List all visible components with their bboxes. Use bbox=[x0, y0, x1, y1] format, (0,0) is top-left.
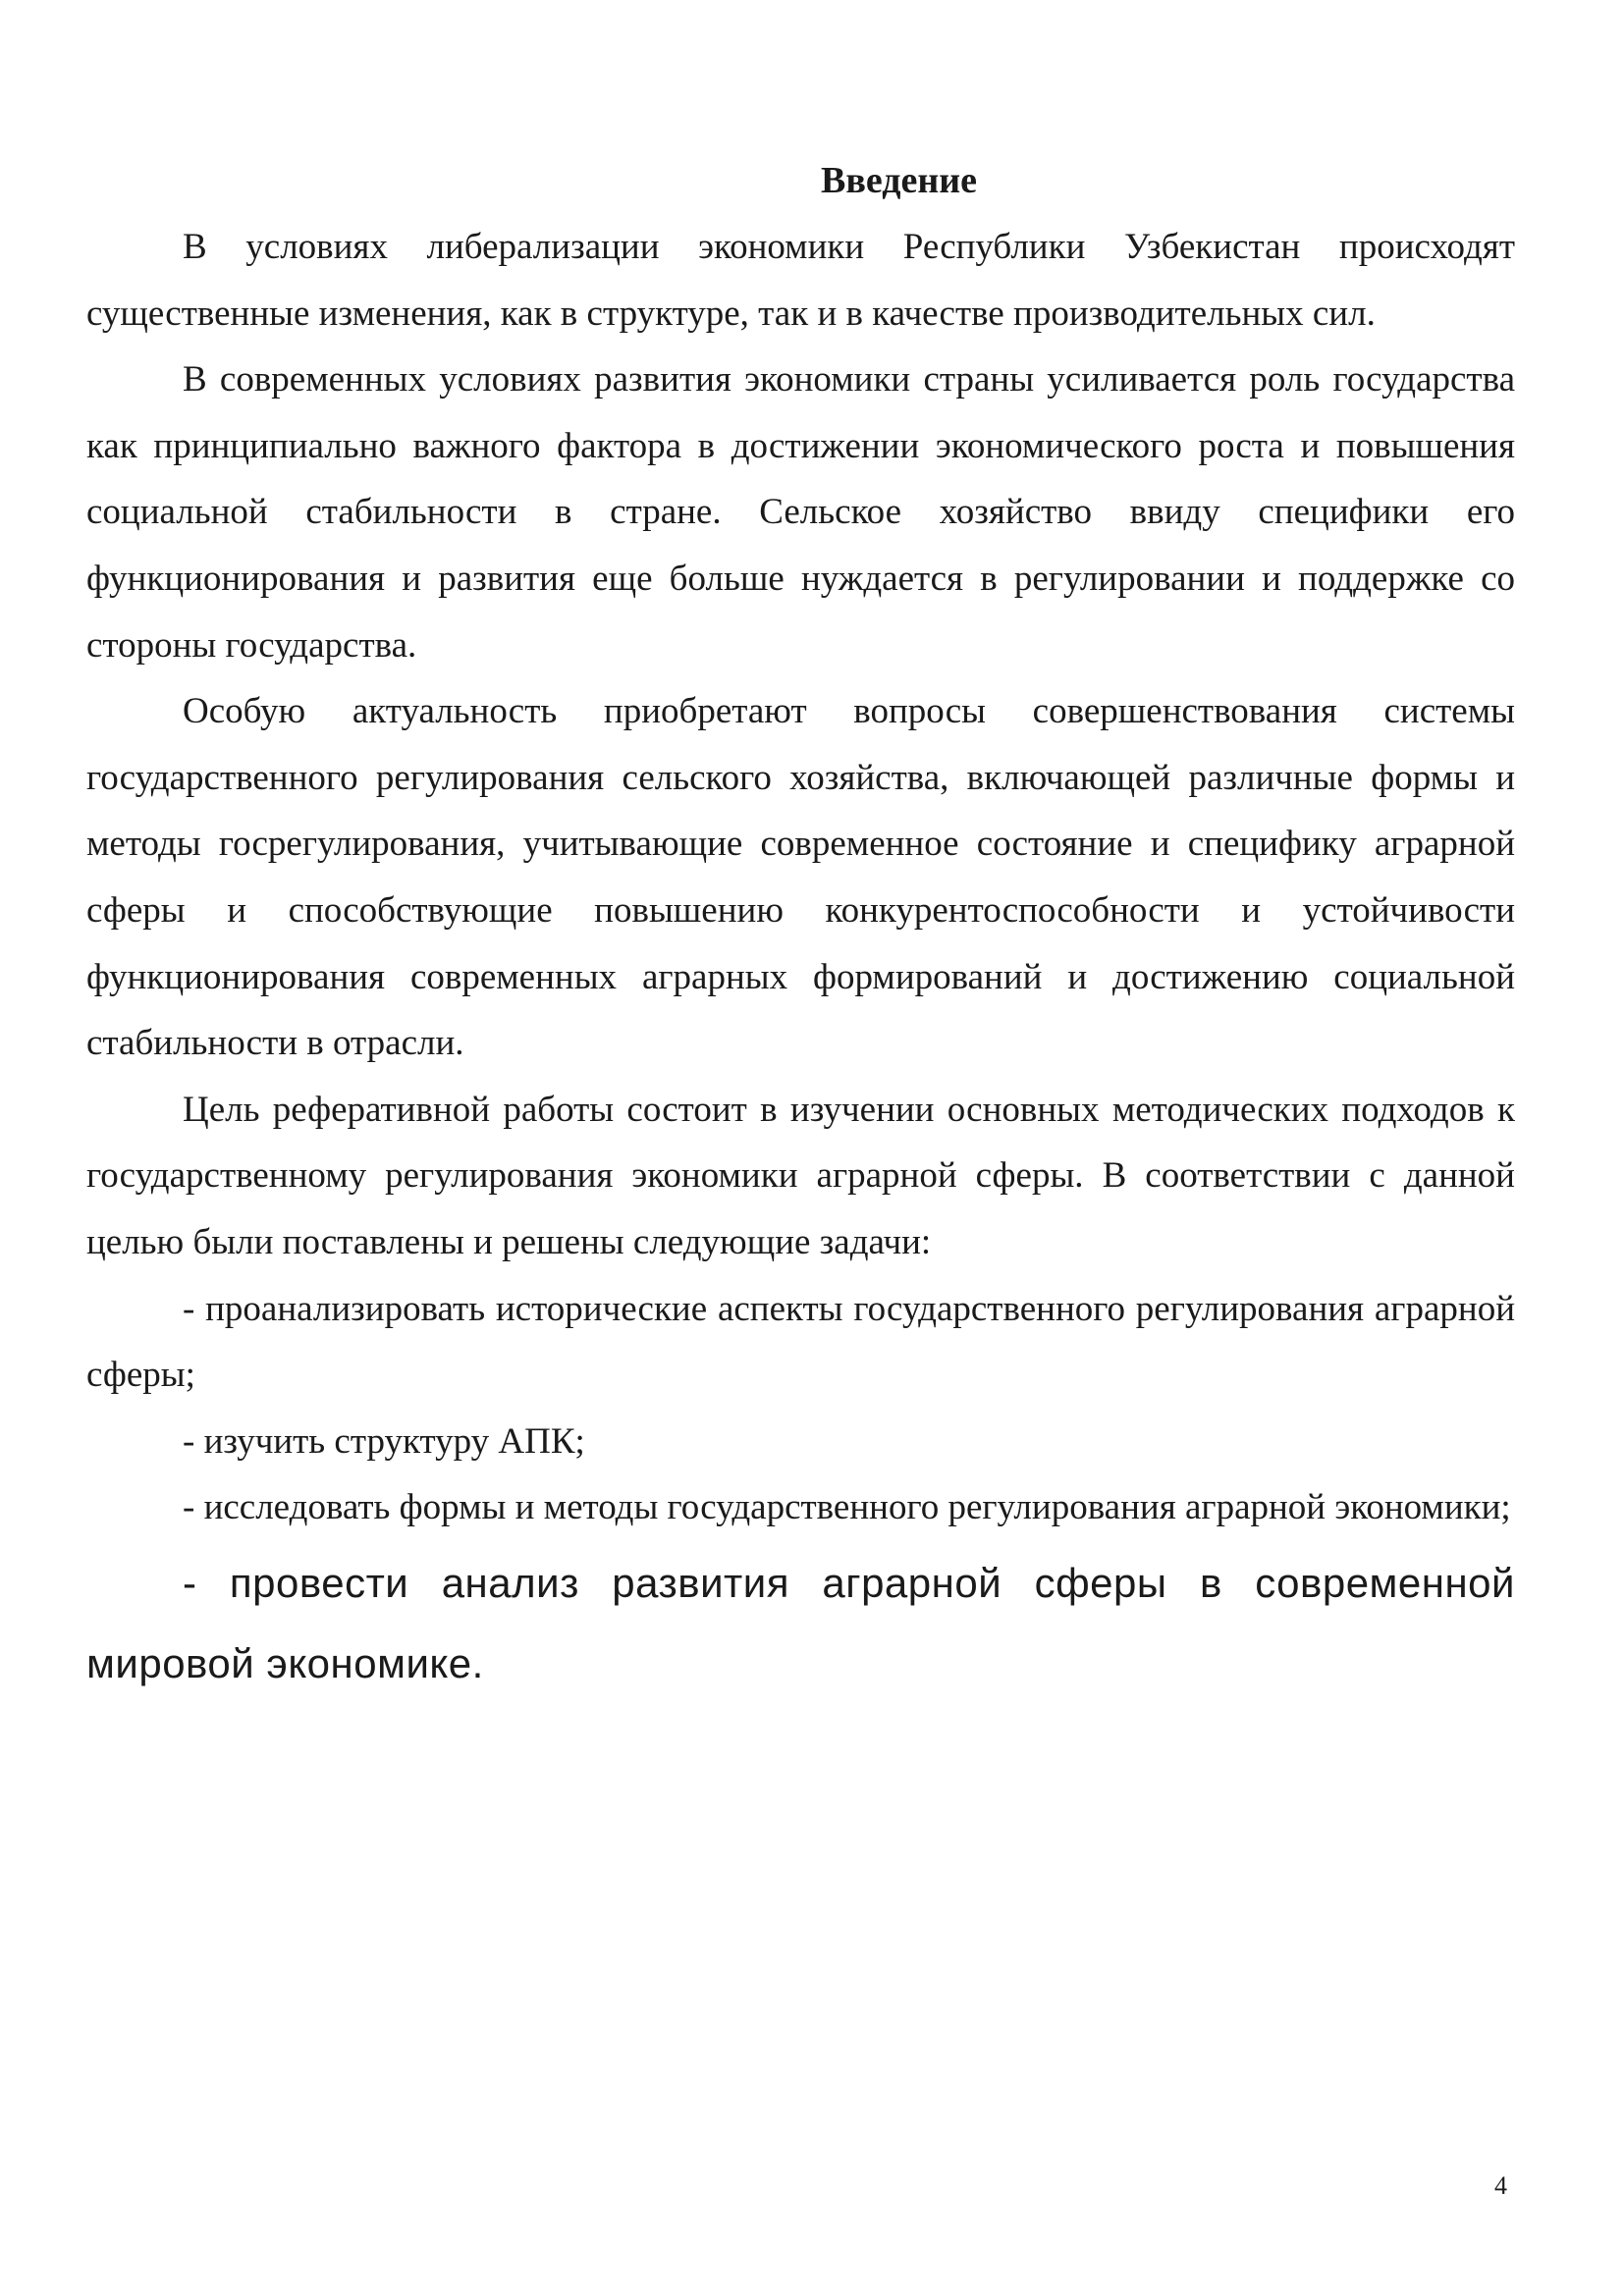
task-item-methods: - исследовать формы и методы государственного регулирования аграрной экономики; bbox=[183, 1487, 1511, 1528]
task-item-analysis: - провести анализ развития аграрной сферы в современной мировой экономике. bbox=[86, 1559, 1515, 1686]
document-page bbox=[86, 147, 1515, 1704]
paragraph-relevance: Особую актуальность приобретают вопросы совершенствования системы государственного регулирования сельского хозяйства, включающей различные формы и методы госрегулирования, учитывающие современное состояние и специфику аграрной сферы и способствующие повышению конкурентоспособности и устойчивости функционирования современных аграрных формирований и достижению социальной стабильности в отрасли. bbox=[86, 691, 1515, 1064]
paragraph-intro: В условиях либерализации экономики Республики Узбекистан происходят существенные изменения, как в структуре, так и в качестве производительных сил. bbox=[86, 227, 1515, 334]
paragraph-goal: Цель реферативной работы состоит в изучении основных методических подходов к государственному регулирования экономики аграрной сферы. В соответствии с данной целью были поставлены и решены следующие задачи: bbox=[86, 1089, 1515, 1262]
page-number: 4 bbox=[1494, 2171, 1507, 2200]
paragraph-state-role: В современных условиях развития экономики страны усиливается роль государства как принципиально важного фактора в достижении экономического роста и повышения социальной стабильности в стране. Сельское хозяйство ввиду специфики его функционирования и развития еще больше нуждается в регулировании и поддержке со стороны государства. bbox=[86, 359, 1515, 666]
section-title: Введение bbox=[821, 160, 977, 201]
task-item-structure: - изучить структуру АПК; bbox=[183, 1420, 585, 1462]
task-item-history: - проанализировать исторические аспекты государственного регулирования аграрной сферы; bbox=[86, 1288, 1515, 1396]
